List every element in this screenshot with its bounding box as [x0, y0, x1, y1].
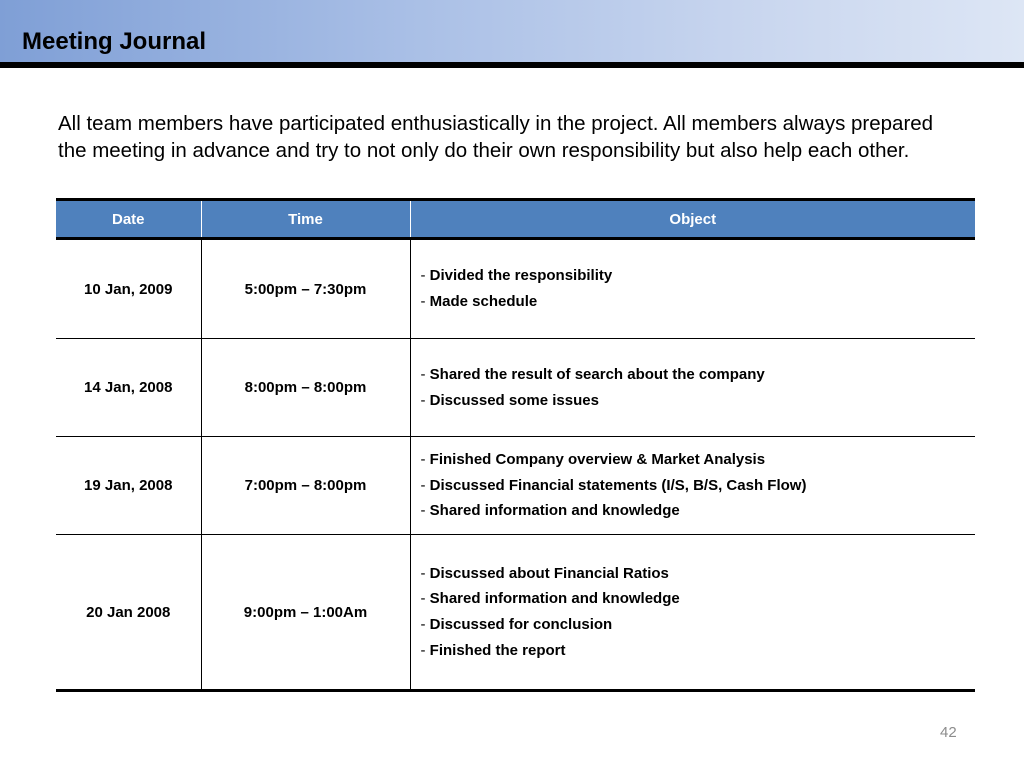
header-object: Object: [410, 200, 975, 239]
row-time: 8:00pm – 8:00pm: [201, 339, 410, 437]
row-time: 7:00pm – 8:00pm: [201, 437, 410, 535]
object-item: - Divided the responsibility: [420, 267, 613, 285]
row-object: [410, 239, 975, 339]
row-date: 20 Jan 2008: [56, 535, 201, 691]
object-item: - Shared information and knowledge: [420, 502, 680, 520]
row-time: 9:00pm – 1:00Am: [201, 535, 410, 691]
table-row: [56, 339, 975, 437]
page-number: 42: [940, 724, 957, 741]
row-time: 5:00pm – 7:30pm: [201, 239, 410, 339]
row-date: 10 Jan, 2009: [56, 239, 201, 339]
row-object: [410, 437, 975, 535]
table-row: [56, 535, 975, 691]
table-row: [56, 437, 975, 535]
object-item: - Made schedule: [420, 293, 538, 310]
object-item: - Finished Company overview & Market Analysis: [420, 450, 766, 468]
intro-paragraph: All team members have participated enthusiastically in the project. All members always prepared the meeting in advance and try to not only do their own responsibility but also help each other.: [58, 112, 934, 162]
object-item: - Discussed for conclusion: [420, 616, 613, 633]
object-item: - Discussed about Financial Ratios: [420, 564, 669, 582]
object-item: - Shared information and knowledge: [420, 590, 680, 608]
header-date: Date: [56, 200, 201, 239]
title-divider: [0, 62, 1024, 68]
object-item: - Discussed Financial statements (I/S, B/S, Cash Flow): [420, 476, 807, 494]
row-date: 14 Jan, 2008: [56, 339, 201, 437]
object-item: - Shared the result of search about the company: [420, 365, 765, 383]
row-object: [410, 339, 975, 437]
object-item: - Discussed some issues: [420, 391, 599, 409]
table-header-row: [56, 200, 975, 239]
meeting-table: [56, 198, 975, 692]
row-date: 19 Jan, 2008: [56, 437, 201, 535]
table-row: [56, 239, 975, 339]
object-item: - Finished the report: [420, 641, 566, 659]
slide-title: Meeting Journal: [22, 28, 207, 55]
header-time: Time: [201, 200, 410, 239]
row-object: [410, 535, 975, 691]
